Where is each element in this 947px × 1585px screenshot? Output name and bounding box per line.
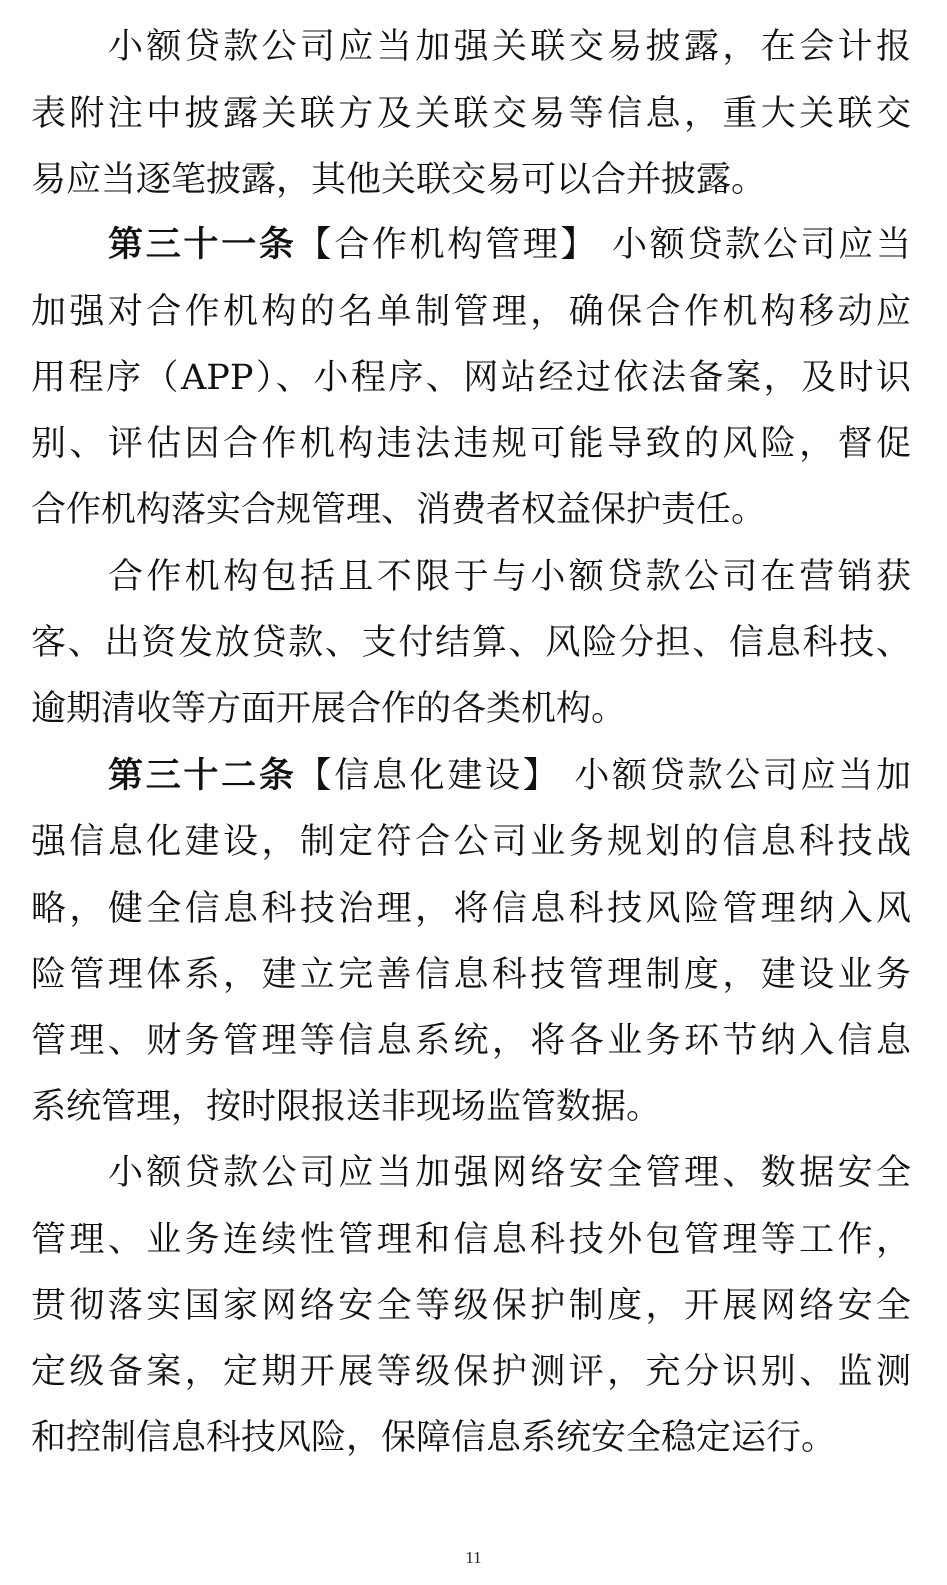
article-number: 第三十一条 xyxy=(108,225,297,265)
article-heading-line xyxy=(108,746,911,806)
paragraph-line: 系统管理，按时限报送非现场监管数据。 xyxy=(31,1087,662,1127)
article-number: 第三十二条 xyxy=(108,756,297,796)
paragraph-line: 小额贷款公司应当加强关联交易披露，在会计报 xyxy=(108,27,911,67)
paragraph-line: 定级备案，定期开展等级保护测评，充分识别、监测 xyxy=(31,1352,911,1392)
paragraph-line: 管理、业务连续性管理和信息科技外包管理等工作， xyxy=(31,1220,911,1260)
paragraph-line: 小额贷款公司应当加强网络安全管理、数据安全 xyxy=(108,1153,911,1193)
paragraph-line: 强信息化建设，制定符合公司业务规划的信息科技战 xyxy=(31,822,911,862)
paragraph-line: 别、评估因合作机构违法违规可能导致的风险，督促 xyxy=(31,424,911,464)
paragraph-line: 逾期清收等方面开展合作的各类机构。 xyxy=(31,689,627,729)
paragraph-line: 略，健全信息科技治理，将信息科技风险管理纳入风 xyxy=(31,889,911,929)
paragraph-line: 合作机构包括且不限于与小额贷款公司在营销获 xyxy=(108,557,911,597)
paragraph-line: 合作机构落实合规管理、消费者权益保护责任。 xyxy=(31,490,767,530)
paragraph-line: 险管理体系，建立完善信息科技管理制度，建设业务 xyxy=(31,955,911,995)
paragraph-line: 表附注中披露关联方及关联交易等信息，重大关联交 xyxy=(31,94,911,134)
article-text: 【信息化建设】 小额贷款公司应当加 xyxy=(296,756,911,796)
article-heading-line xyxy=(108,215,911,275)
paragraph-line: 客、出资发放贷款、支付结算、风险分担、信息科技、 xyxy=(31,623,911,663)
paragraph-line: 贯彻落实国家网络安全等级保护制度，开展网络安全 xyxy=(31,1286,911,1326)
page-number: 11 xyxy=(465,1548,482,1567)
paragraph-line: 和控制信息科技风险，保障信息系统安全稳定运行。 xyxy=(31,1418,837,1458)
paragraph-line: 用程序（APP）、小程序、网站经过依法备案，及时识 xyxy=(31,358,911,398)
paragraph-line: 易应当逐笔披露，其他关联交易可以合并披露。 xyxy=(31,160,767,200)
paragraph-line: 管理、财务管理等信息系统，将各业务环节纳入信息 xyxy=(31,1021,911,1061)
paragraph-line: 加强对合作机构的名单制管理，确保合作机构移动应 xyxy=(31,292,911,332)
article-text: 【合作机构管理】 小额贷款公司应当 xyxy=(296,225,911,265)
